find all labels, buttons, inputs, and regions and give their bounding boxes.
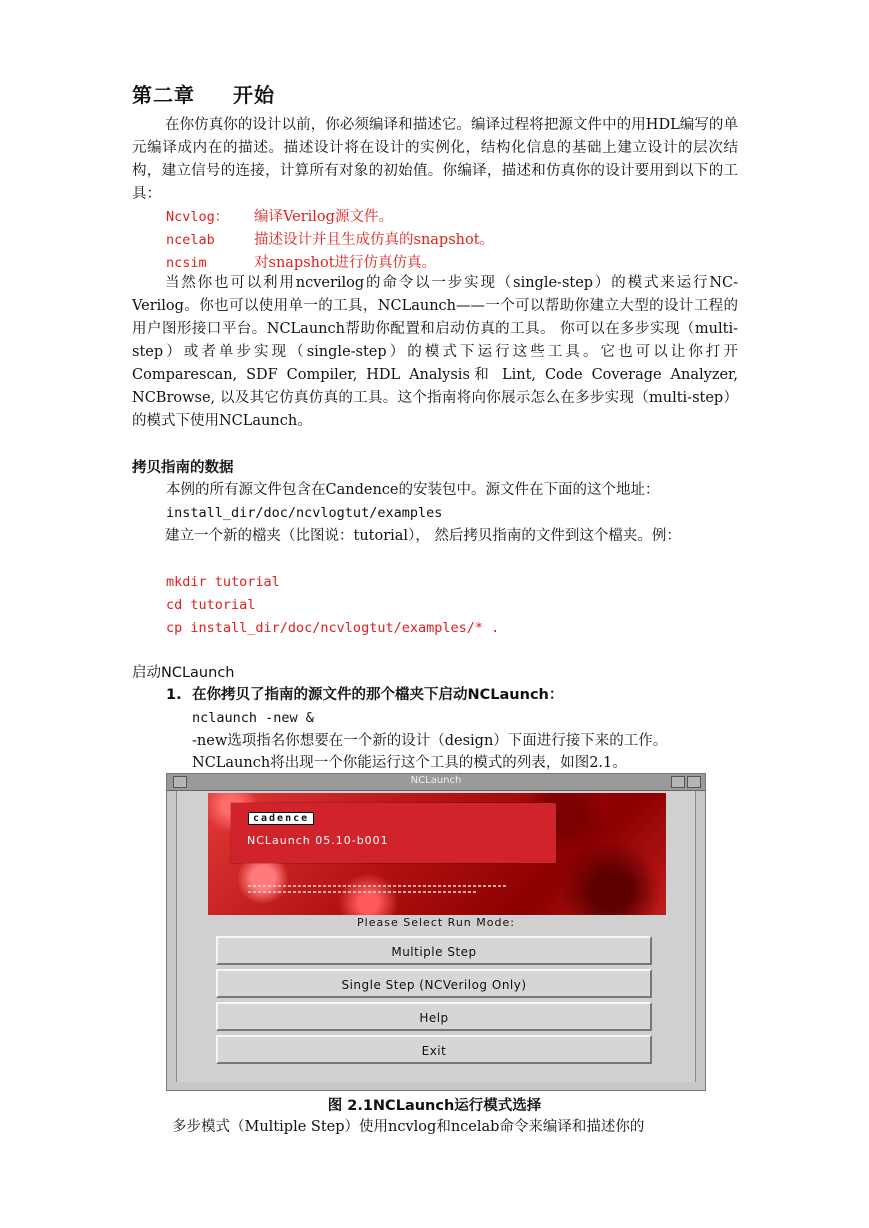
nclaunch-paragraph: 当然你也可以利用ncverilog的命令以一步实现（single-step）的模式来运行NC-Verilog。你也可以使用单一的工具，NCLaunch——一个可以帮助你建立大型的设计工程的用户图形接口平台。NCLaunch帮助你配置和启动仿真的工具。 你可以在多步实现（multi-step）或者单步实现（single-step）的模式下运行这些工具。它也可以让你打开 Comparescan, SDF Compiler, HDL Analysis和 Lint, Code Coverage Analyzer, NCBrowse, 以及其它仿真仿真的工具。这个指南将向你展示怎么在多步实现（multi-step）的模式下使用NCLaunch。 (132, 275, 738, 429)
figure-caption: 图 2.1NCLaunch运行模式选择 (327, 1098, 542, 1114)
step-number: 1. (166, 687, 182, 703)
maximize-button[interactable] (687, 776, 701, 788)
tool-desc: 对snapshot进行仿真仿真。 (254, 255, 437, 271)
chapter-number: 第二章 (132, 83, 195, 107)
exit-button[interactable]: Exit (216, 1035, 652, 1064)
chapter-title: 开始 (233, 83, 275, 107)
window-titlebar (167, 774, 705, 791)
step-1 (166, 684, 563, 707)
tool-name: ncelab (166, 232, 215, 248)
multiple-step-button[interactable]: Multiple Step (216, 936, 652, 965)
section-copy-line2: 建立一个新的檔夹（比图说：tutorial）， 然后拷贝指南的文件到这个檔夹。例： (165, 528, 681, 544)
splash-banner (231, 803, 556, 863)
tool-row-ncvlog (166, 206, 393, 229)
version-label: NCLaunch 05.10-b001 (247, 834, 389, 847)
mode-list-desc: NCLaunch将出现一个你能运行这个工具的模式的列表，如图2.1。 (192, 755, 627, 771)
tool-desc: 编译Verilog源文件。 (254, 209, 393, 225)
window-body (176, 791, 696, 1082)
intro-paragraph: 在你仿真你的设计以前，你必须编译和描述它。编译过程将把源文件中的用HDL编写的单元编译成内在的描述。描述设计将在设计的实例化，结构化信息的基础上建立设计的层次结构，建立信号的连接，计算所有对象的初始值。你编译，描述和仿真你的设计要用到以下的工具： (132, 117, 738, 202)
last-line: 多步模式（Multiple Step）使用ncvlog和ncelab命令来编译和描述你的 (172, 1119, 645, 1135)
nclaunch-command: nclaunch -new & (192, 710, 314, 726)
section-launch-heading: 启动NCLaunch (132, 665, 235, 681)
run-mode-prompt: Please Select Run Mode: (357, 916, 515, 929)
tool-name: ncsim (166, 255, 207, 271)
copyright-fineprint (248, 885, 508, 887)
command-mkdir: mkdir tutorial (166, 574, 280, 590)
minimize-button[interactable] (671, 776, 685, 788)
tool-name: Ncvlog： (166, 209, 229, 225)
command-cd: cd tutorial (166, 597, 256, 613)
copyright-fineprint (248, 891, 478, 893)
section-copy-line1: 本例的所有源文件包含在Candence的安装包中。源文件在下面的这个地址： (166, 482, 660, 498)
window-title: NCLaunch (410, 775, 462, 786)
step-text: 在你拷贝了指南的源文件的那个檔夹下启动NCLaunch： (192, 687, 564, 703)
cadence-logo: cadence (248, 812, 314, 825)
tool-row-ncelab (166, 229, 494, 252)
nclaunch-window (166, 773, 706, 1091)
command-cp: cp install_dir/doc/ncvlogtut/examples/* . (166, 620, 500, 636)
source-path: install_dir/doc/ncvlogtut/examples (166, 505, 443, 521)
help-button[interactable]: Help (216, 1002, 652, 1031)
splash-image (208, 793, 666, 915)
chapter-heading (132, 79, 275, 108)
new-option-desc: -new选项指名你想要在一个新的设计（design）下面进行接下来的工作。 (192, 733, 668, 749)
section-copy-heading: 拷贝指南的数据 (132, 460, 234, 476)
single-step-button[interactable]: Single Step (NCVerilog Only) (216, 969, 652, 998)
tool-desc: 描述设计并且生成仿真的snapshot。 (254, 232, 495, 248)
